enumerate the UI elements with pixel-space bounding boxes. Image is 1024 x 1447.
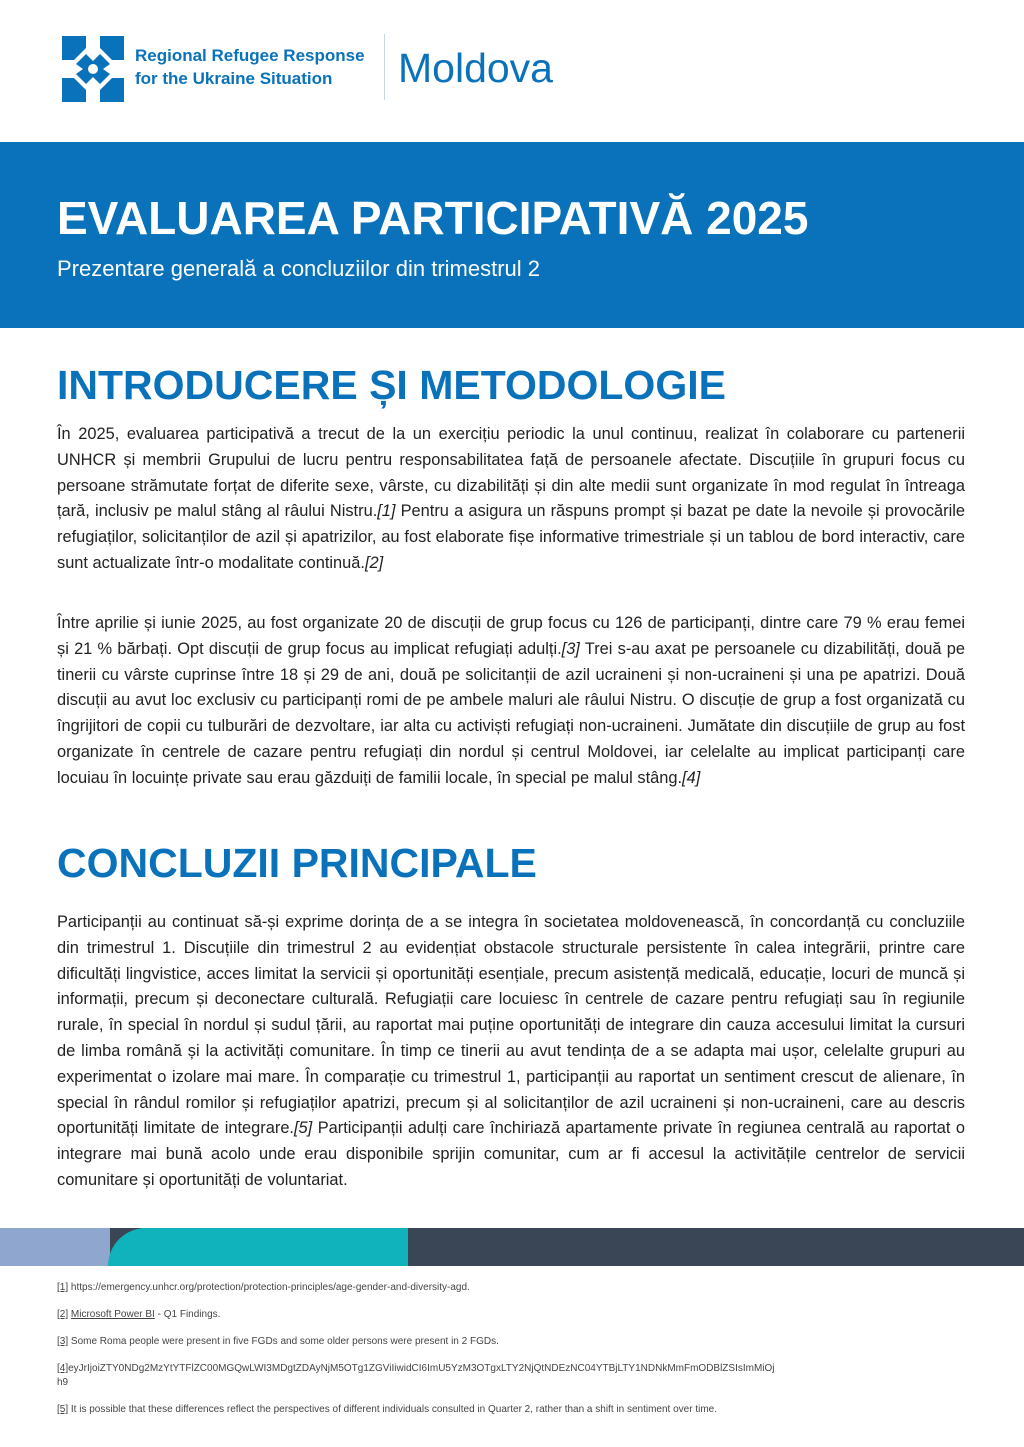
findings-p1-text-b: Participanții adulți care închiriază apartamente private în regiunea centrală au raportat o integrare mai bună acolo unde erau disponibile sprijin comunitar, cum ar fi accesul la activitățile centrelor de servicii comunitare și oportunități de voluntariat. bbox=[57, 1119, 966, 1189]
footnote-ref-5[interactable]: [5] bbox=[294, 1119, 313, 1138]
footnote-ref-3[interactable]: [3] bbox=[561, 639, 580, 658]
section-heading-findings: CONCLUZII PRINCIPALE bbox=[57, 840, 537, 886]
org-name bbox=[135, 44, 365, 90]
footnote-text: https://emergency.unhcr.org/protection/protection-principles/age-gender-and-diversity-agd. bbox=[68, 1282, 470, 1293]
refugee-response-logo-icon bbox=[56, 32, 130, 106]
footnote-ref-4[interactable]: [4] bbox=[682, 768, 701, 787]
footnote-2 bbox=[57, 1308, 777, 1322]
footnote-text: - Q1 Findings. bbox=[154, 1309, 221, 1320]
footnote-text: eyJrIjoiZTY0NDg2MzYtYTFlZC00MGQwLWI3MDgtZDAyNjM5OTg1ZGViIiwidCI6ImU5YzM3OTgxLTY2NjQtNDEzNC04YTBjLTY1NDNkMmFmODBlZSIsImMiOjh9 bbox=[57, 1363, 775, 1388]
footnotes bbox=[57, 1281, 777, 1430]
footnote-number[interactable]: [1] bbox=[57, 1282, 69, 1293]
footnote-number[interactable]: [4] bbox=[57, 1363, 69, 1374]
footnote-text: It is possible that these differences reflect the perspectives of different individuals consulted in Quarter 2, rather than a shift in sentiment over time. bbox=[68, 1404, 717, 1415]
footnote-1 bbox=[57, 1281, 777, 1295]
intro-p1-text-a: În 2025, evaluarea participativă a trecut de la un exercițiu periodic la unul continuu, realizat în colaborare cu partenerii UNHCR și membrii Grupului de lucru pentru responsabilitatea față de persoanele afectate. Discuțiile în grupuri focus cu persoane strămutate forțat de diferite sexe, vârste, cu dizabilități și din alte medii sunt organizate în mod regulat în întreaga țară, inclusiv pe malul stâng al râului Nistru. bbox=[57, 425, 965, 521]
decorative-band-light bbox=[0, 1228, 110, 1266]
document-title: EVALUAREA PARTICIPATIVĂ 2025 bbox=[57, 192, 809, 244]
intro-paragraph-1 bbox=[57, 422, 965, 577]
section-heading-intro: INTRODUCERE ȘI METODOLOGIE bbox=[57, 362, 726, 408]
document-subtitle: Prezentare generală a concluziilor din trimestrul 2 bbox=[57, 256, 541, 281]
decorative-band-teal bbox=[108, 1228, 408, 1266]
org-name-line2: for the Ukraine Situation bbox=[135, 69, 333, 88]
findings-p1-text-a: Participanții au continuat să-și exprime dorința de a se integra în societatea moldovenească, în concordanță cu concluziile din trimestrul 1. Discuțiile din trimestrul 2 au evidențiat obstacole structurale persistente în calea integrării, printre care dificultăți lingvistice, acces limitat la servicii și oportunități esențiale, precum asistență medicală, educație, locuri de muncă și informații, precum și deconectare culturală. Refugiații care locuiesc în centrele de cazare pentru refugiați sau în regiunile rurale, în special în nordul și sudul țării, au raportat mai puține oportunități de integrare din cauza accesului limitat la cursuri de limba română și la activități comunitare. În timp ce tinerii au avut tendința de a se adapta mai ușor, celelalte grupuri au experimentat o izolare mai mare. În comparație cu trimestrul 1, participanții au raportat un sentiment crescut de alienare, în special în rândul romilor și refugiaților apatrizi, precum și al solicitanților de azil ucraineni și non-ucraineni, care au descris oportunități limitate de integrare. bbox=[57, 913, 965, 1138]
footnote-number[interactable]: [5] bbox=[57, 1404, 69, 1415]
org-name-line1: Regional Refugee Response bbox=[135, 46, 365, 65]
footnote-text: Some Roma people were present in five FGDs and some older persons were present in 2 FGDs. bbox=[68, 1336, 499, 1347]
intro-p2-text-a: Între aprilie și iunie 2025, au fost organizate 20 de discuții de grup focus cu 126 de participanți, dintre care 79 % erau femei și 21 % bărbați. Opt discuții de grup focus au implicat refugiați adulți. bbox=[57, 614, 965, 658]
footnote-4 bbox=[57, 1362, 777, 1390]
footnote-ref-2[interactable]: [2] bbox=[364, 553, 384, 572]
footnote-5 bbox=[57, 1403, 777, 1417]
title-banner bbox=[0, 142, 1024, 328]
footnote-link[interactable]: Microsoft Power BI bbox=[70, 1309, 155, 1320]
page-header bbox=[0, 0, 1024, 142]
footnote-number[interactable]: [3] bbox=[57, 1336, 69, 1347]
header-divider bbox=[384, 34, 385, 100]
intro-p2-text-b: Trei s-au axat pe persoanele cu dizabilități, două pe tinerii cu vârste cuprinse între 18 și 29 de ani, două pe solicitanții de azil ucraineni și non-ucraineni și una pe apatrizi. Două discuții au avut loc exclusiv cu participanți romi de pe ambele maluri ale râului Nistru. O discuție de grup a fost organizată cu îngrijitori de copii cu tulburări de dezvoltare, iar alta cu activiști refugiați non-ucraineni. Jumătate din discuțiile de grup au fost organizate în centrele de cazare pentru refugiați din nordul și centrul Moldovei, iar celelalte au implicat participanți care locuiau în locuințe private sau erau găzduiți de familii locale, în special pe malul stâng. bbox=[57, 639, 965, 787]
country-name: Moldova bbox=[398, 45, 553, 91]
footnote-ref-1[interactable]: [1] bbox=[377, 502, 396, 521]
intro-p1-text-b: Pentru a asigura un răspuns prompt și bazat pe date la nevoile și provocările refugiaților, solicitanților de azil și apatrizilor, au fost elaborate fișe informative trimestriale și un tablou de bord interactiv, care sunt actualizate într-o modalitate continuă. bbox=[57, 502, 965, 572]
findings-paragraph-1 bbox=[57, 910, 965, 1194]
intro-paragraph-2 bbox=[57, 611, 965, 792]
footnote-number[interactable]: [2] bbox=[57, 1309, 69, 1320]
footnote-3 bbox=[57, 1335, 777, 1349]
